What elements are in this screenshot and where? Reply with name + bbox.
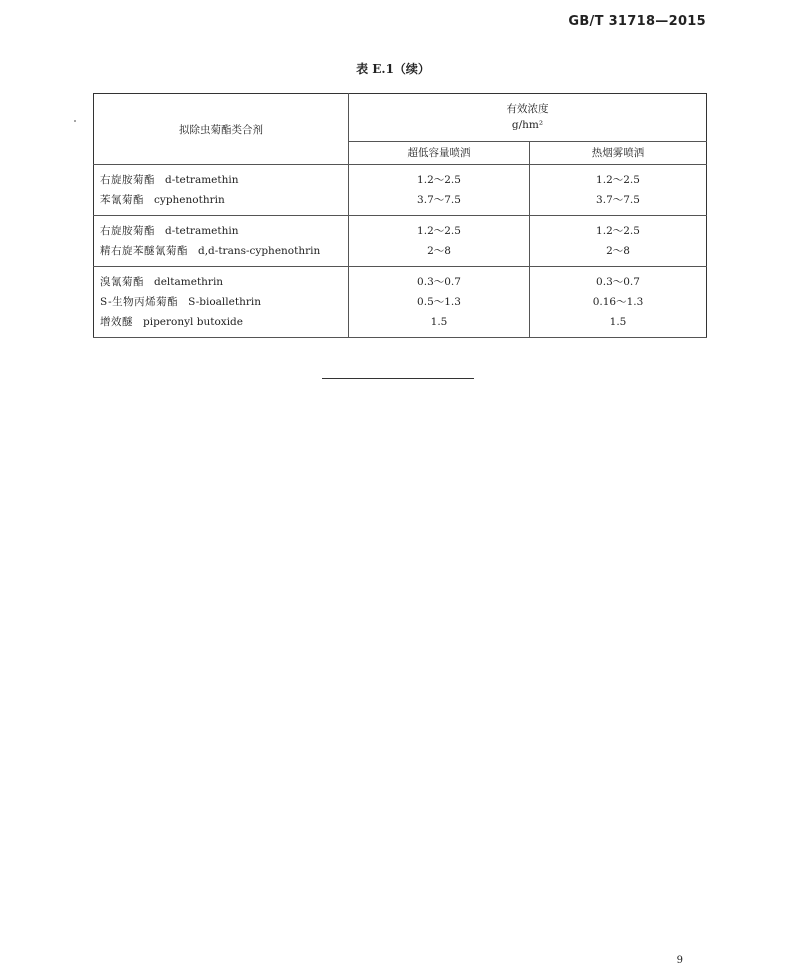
table-row — [94, 216, 707, 267]
agent-line: S-生物丙烯菊酯 S-bioallethrin — [100, 296, 261, 308]
header-dose-unit: g/hm² — [511, 119, 544, 132]
fog-value-cell: 0.3～0.7 0.16～1.3 1.5 — [530, 267, 707, 338]
end-of-standard-rule — [322, 378, 474, 379]
agent-cell — [94, 165, 349, 216]
header-dose-title: 有效浓度 — [506, 103, 549, 116]
scan-speck — [74, 120, 76, 122]
agent-line: 精右旋苯醚氰菊酯 d,d-trans-cyphenothrin — [100, 245, 321, 257]
agent-cell — [94, 216, 349, 267]
header-dose — [349, 94, 707, 142]
agent-line: 右旋胺菊酯 d-tetramethin — [100, 225, 239, 237]
ulv-value-cell: 0.3～0.7 0.5～1.3 1.5 — [349, 267, 530, 338]
header-ulv-spray: 超低容量喷洒 — [349, 141, 530, 164]
ulv-value-cell: 1.2～2.5 3.7～7.5 — [349, 165, 530, 216]
agent-line: 增效醚 piperonyl butoxide — [100, 316, 243, 328]
header-agent: 拟除虫菊酯类合剂 — [94, 94, 349, 165]
pyrethroid-dose-table — [93, 93, 707, 338]
table-row — [94, 267, 707, 338]
ulv-value-cell: 1.2～2.5 2～8 — [349, 216, 530, 267]
header-thermal-fog: 热烟雾喷洒 — [530, 141, 707, 164]
agent-line: 溴氰菊酯 deltamethrin — [100, 276, 224, 288]
table-caption: 表 E.1（续） — [356, 62, 430, 76]
fog-value-cell: 1.2～2.5 2～8 — [530, 216, 707, 267]
page-number: 9 — [676, 955, 683, 966]
agent-line: 右旋胺菊酯 d-tetramethin — [100, 174, 239, 186]
agent-line: 苯氰菊酯 cyphenothrin — [100, 194, 225, 206]
standard-code: GB/T 31718—2015 — [568, 14, 706, 29]
table-row — [94, 165, 707, 216]
agent-cell — [94, 267, 349, 338]
fog-value-cell: 1.2～2.5 3.7～7.5 — [530, 165, 707, 216]
